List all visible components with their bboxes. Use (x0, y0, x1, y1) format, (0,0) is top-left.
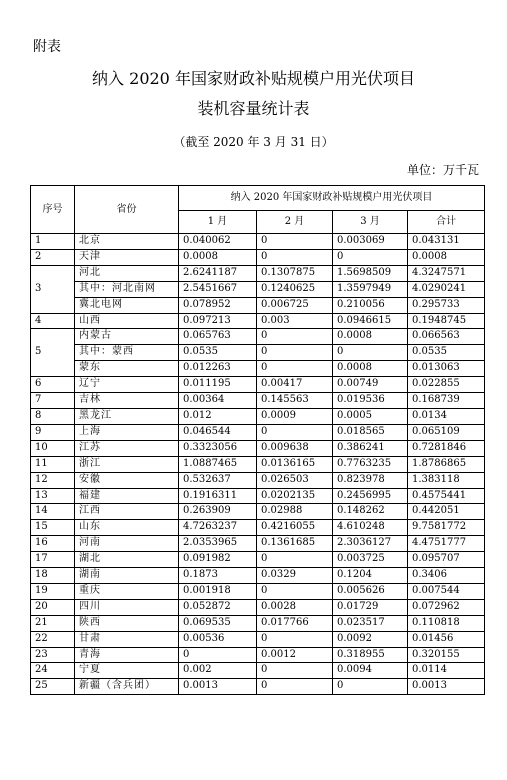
cell-mar: 0.823978 (333, 472, 408, 488)
cell-jan: 2.0353965 (179, 536, 257, 552)
cell-total: 0.022855 (408, 377, 485, 393)
unit-label: 单位：万千瓦 (406, 163, 479, 177)
cell-seq: 11 (31, 456, 75, 472)
cell-jan: 1.0887465 (179, 456, 257, 472)
cell-mar: 0.7763235 (333, 456, 408, 472)
cell-total: 0.3406 (408, 568, 485, 584)
header-seq: 序号 (31, 186, 75, 234)
cell-feb: 0.017766 (257, 615, 333, 631)
cell-total: 0.442051 (408, 504, 485, 520)
cell-seq: 10 (31, 440, 75, 456)
cell-province: 其中：河北南网 (75, 281, 179, 297)
table-row (31, 456, 485, 472)
cell-mar: 0.2456995 (333, 488, 408, 504)
cell-total: 0.065109 (408, 424, 485, 440)
cell-mar: 0.148262 (333, 504, 408, 520)
cell-province: 湖北 (75, 552, 179, 568)
table-row (31, 472, 485, 488)
table-row (31, 234, 485, 250)
cell-seq: 12 (31, 472, 75, 488)
cell-province: 吉林 (75, 393, 179, 409)
cell-total: 0.0134 (408, 408, 485, 424)
cell-mar: 0.386241 (333, 440, 408, 456)
cell-feb: 0.02988 (257, 504, 333, 520)
cell-mar: 0.003725 (333, 552, 408, 568)
table-row (31, 393, 485, 409)
cell-total: 0.0013 (408, 679, 485, 695)
cell-seq: 14 (31, 504, 75, 520)
cell-jan: 0.002 (179, 663, 257, 679)
cell-province: 山西 (75, 313, 179, 329)
cell-seq: 18 (31, 568, 75, 584)
cell-feb: 0 (257, 424, 333, 440)
cell-jan: 0.0535 (179, 345, 257, 361)
table-row (31, 329, 485, 345)
table-row (31, 265, 485, 281)
table-row (31, 249, 485, 265)
cell-jan: 4.7263237 (179, 520, 257, 536)
cell-total: 0.095707 (408, 552, 485, 568)
cell-mar: 0.01729 (333, 599, 408, 615)
cell-total: 0.295733 (408, 297, 485, 313)
capacity-table (30, 185, 485, 695)
table-row (31, 377, 485, 393)
cell-feb: 0 (257, 361, 333, 377)
cell-mar: 0.0008 (333, 329, 408, 345)
cell-mar: 0 (333, 679, 408, 695)
cell-feb: 0 (257, 329, 333, 345)
cell-province: 河北 (75, 265, 179, 281)
cell-mar: 0.0092 (333, 631, 408, 647)
cell-seq: 17 (31, 552, 75, 568)
cell-seq: 8 (31, 408, 75, 424)
cell-total: 0.110818 (408, 615, 485, 631)
annex-label: 附表 (33, 39, 61, 55)
header-feb: 2 月 (257, 211, 333, 234)
cell-mar: 0.003069 (333, 234, 408, 250)
cell-seq: 6 (31, 377, 75, 393)
cell-mar: 0.1204 (333, 568, 408, 584)
cell-feb: 0.1361685 (257, 536, 333, 552)
cell-total: 0.007544 (408, 583, 485, 599)
cell-seq: 15 (31, 520, 75, 536)
table-row (31, 424, 485, 440)
cell-province: 冀北电网 (75, 297, 179, 313)
cell-province: 其中：蒙西 (75, 345, 179, 361)
cell-feb: 0 (257, 679, 333, 695)
cell-total: 0.043131 (408, 234, 485, 250)
table-body (31, 234, 485, 695)
cell-seq: 20 (31, 599, 75, 615)
table-row (31, 488, 485, 504)
cell-feb: 0.1240625 (257, 281, 333, 297)
cell-seq: 4 (31, 313, 75, 329)
cell-jan: 0.052872 (179, 599, 257, 615)
cell-jan: 0.00536 (179, 631, 257, 647)
cell-province: 浙江 (75, 456, 179, 472)
document-subtitle: （截至 2020 年 3 月 31 日） (173, 135, 334, 149)
cell-total: 0.0114 (408, 663, 485, 679)
cell-total: 0.072962 (408, 599, 485, 615)
cell-jan: 0.1873 (179, 568, 257, 584)
cell-mar: 0 (333, 345, 408, 361)
document-title-line1: 纳入 2020 年国家财政补贴规模户用光伏项目 (92, 69, 415, 88)
cell-mar: 0 (333, 249, 408, 265)
cell-seq: 5 (31, 329, 75, 377)
cell-jan: 0.091982 (179, 552, 257, 568)
cell-seq: 22 (31, 631, 75, 647)
cell-feb: 0.0329 (257, 568, 333, 584)
table-row (31, 520, 485, 536)
table-row (31, 345, 485, 361)
cell-jan: 2.6241187 (179, 265, 257, 281)
cell-province: 上海 (75, 424, 179, 440)
table-row (31, 583, 485, 599)
table-row (31, 297, 485, 313)
cell-seq: 25 (31, 679, 75, 695)
cell-mar: 0.005626 (333, 583, 408, 599)
cell-total: 4.3247571 (408, 265, 485, 281)
cell-total: 1.8786865 (408, 456, 485, 472)
cell-jan: 0.3323056 (179, 440, 257, 456)
table-row (31, 568, 485, 584)
cell-jan: 0.0008 (179, 249, 257, 265)
cell-jan: 0.065763 (179, 329, 257, 345)
cell-province: 湖南 (75, 568, 179, 584)
table-row (31, 599, 485, 615)
document-title-line2: 装机容量统计表 (197, 99, 310, 118)
cell-feb: 0.0012 (257, 647, 333, 663)
cell-mar: 0.0946615 (333, 313, 408, 329)
cell-total: 0.0535 (408, 345, 485, 361)
cell-mar: 0.0005 (333, 408, 408, 424)
cell-province: 内蒙古 (75, 329, 179, 345)
cell-seq: 24 (31, 663, 75, 679)
cell-seq: 1 (31, 234, 75, 250)
cell-mar: 0.019536 (333, 393, 408, 409)
cell-jan: 0.040062 (179, 234, 257, 250)
cell-total: 9.7581772 (408, 520, 485, 536)
cell-jan: 0.011195 (179, 377, 257, 393)
cell-province: 山东 (75, 520, 179, 536)
cell-feb: 0 (257, 234, 333, 250)
cell-province: 青海 (75, 647, 179, 663)
table-row (31, 504, 485, 520)
cell-province: 福建 (75, 488, 179, 504)
header-jan: 1 月 (179, 211, 257, 234)
cell-feb: 0 (257, 631, 333, 647)
cell-province: 宁夏 (75, 663, 179, 679)
cell-feb: 0 (257, 583, 333, 599)
table-row (31, 647, 485, 663)
cell-mar: 0.210056 (333, 297, 408, 313)
cell-jan: 0.001918 (179, 583, 257, 599)
table-row (31, 361, 485, 377)
cell-jan: 0.097213 (179, 313, 257, 329)
table-row (31, 552, 485, 568)
cell-feb: 0.009638 (257, 440, 333, 456)
cell-feb: 0 (257, 552, 333, 568)
cell-feb: 0 (257, 345, 333, 361)
cell-mar: 0.023517 (333, 615, 408, 631)
cell-province: 河南 (75, 536, 179, 552)
cell-total: 0.066563 (408, 329, 485, 345)
cell-seq: 2 (31, 249, 75, 265)
cell-total: 0.0008 (408, 249, 485, 265)
cell-seq: 16 (31, 536, 75, 552)
cell-feb: 0.4216055 (257, 520, 333, 536)
cell-province: 重庆 (75, 583, 179, 599)
cell-province: 北京 (75, 234, 179, 250)
cell-jan: 0.046544 (179, 424, 257, 440)
cell-jan: 0.078952 (179, 297, 257, 313)
cell-province: 黑龙江 (75, 408, 179, 424)
cell-seq: 7 (31, 393, 75, 409)
header-total: 合计 (408, 211, 485, 234)
cell-seq: 19 (31, 583, 75, 599)
cell-jan: 0 (179, 647, 257, 663)
cell-seq: 13 (31, 488, 75, 504)
cell-province: 辽宁 (75, 377, 179, 393)
cell-mar: 0.018565 (333, 424, 408, 440)
cell-province: 四川 (75, 599, 179, 615)
cell-total: 0.320155 (408, 647, 485, 663)
cell-total: 4.0290241 (408, 281, 485, 297)
cell-province: 蒙东 (75, 361, 179, 377)
cell-total: 0.168739 (408, 393, 485, 409)
cell-feb: 0.026503 (257, 472, 333, 488)
cell-feb: 0.0202135 (257, 488, 333, 504)
cell-jan: 2.5451667 (179, 281, 257, 297)
cell-province: 新疆（含兵团） (75, 679, 179, 695)
cell-feb: 0.145563 (257, 393, 333, 409)
table-row (31, 631, 485, 647)
cell-province: 安徽 (75, 472, 179, 488)
cell-feb: 0.0136165 (257, 456, 333, 472)
table-row (31, 313, 485, 329)
cell-jan: 0.532637 (179, 472, 257, 488)
cell-total: 0.4575441 (408, 488, 485, 504)
cell-mar: 4.610248 (333, 520, 408, 536)
cell-feb: 0.0009 (257, 408, 333, 424)
cell-feb: 0.0028 (257, 599, 333, 615)
header-mar: 3 月 (333, 211, 408, 234)
cell-jan: 0.012 (179, 408, 257, 424)
cell-jan: 0.263909 (179, 504, 257, 520)
cell-mar: 0.0094 (333, 663, 408, 679)
cell-jan: 0.00364 (179, 393, 257, 409)
cell-total: 0.1948745 (408, 313, 485, 329)
header-group: 纳入 2020 年国家财政补贴规模户用光伏项目 (179, 186, 485, 211)
cell-seq: 21 (31, 615, 75, 631)
table-row (31, 679, 485, 695)
table-row (31, 663, 485, 679)
cell-province: 甘肃 (75, 631, 179, 647)
cell-mar: 0.318955 (333, 647, 408, 663)
cell-feb: 0.003 (257, 313, 333, 329)
cell-total: 0.01456 (408, 631, 485, 647)
table-row (31, 615, 485, 631)
table-header (31, 186, 485, 234)
header-province: 省份 (75, 186, 179, 234)
cell-province: 江西 (75, 504, 179, 520)
cell-mar: 1.5698509 (333, 265, 408, 281)
cell-seq: 9 (31, 424, 75, 440)
cell-jan: 0.012263 (179, 361, 257, 377)
table-row (31, 440, 485, 456)
cell-feb: 0 (257, 663, 333, 679)
cell-mar: 0.00749 (333, 377, 408, 393)
cell-feb: 0.00417 (257, 377, 333, 393)
cell-province: 江苏 (75, 440, 179, 456)
cell-seq: 3 (31, 265, 75, 313)
cell-province: 天津 (75, 249, 179, 265)
cell-province: 陕西 (75, 615, 179, 631)
cell-mar: 2.3036127 (333, 536, 408, 552)
cell-feb: 0.1307875 (257, 265, 333, 281)
cell-total: 1.383118 (408, 472, 485, 488)
cell-jan: 0.0013 (179, 679, 257, 695)
cell-total: 4.4751777 (408, 536, 485, 552)
cell-mar: 0.0008 (333, 361, 408, 377)
cell-seq: 23 (31, 647, 75, 663)
cell-total: 0.7281846 (408, 440, 485, 456)
cell-total: 0.013063 (408, 361, 485, 377)
cell-jan: 0.069535 (179, 615, 257, 631)
cell-feb: 0 (257, 249, 333, 265)
table-row (31, 536, 485, 552)
cell-jan: 0.1916311 (179, 488, 257, 504)
table-row (31, 408, 485, 424)
cell-feb: 0.006725 (257, 297, 333, 313)
cell-mar: 1.3597949 (333, 281, 408, 297)
table-row (31, 281, 485, 297)
